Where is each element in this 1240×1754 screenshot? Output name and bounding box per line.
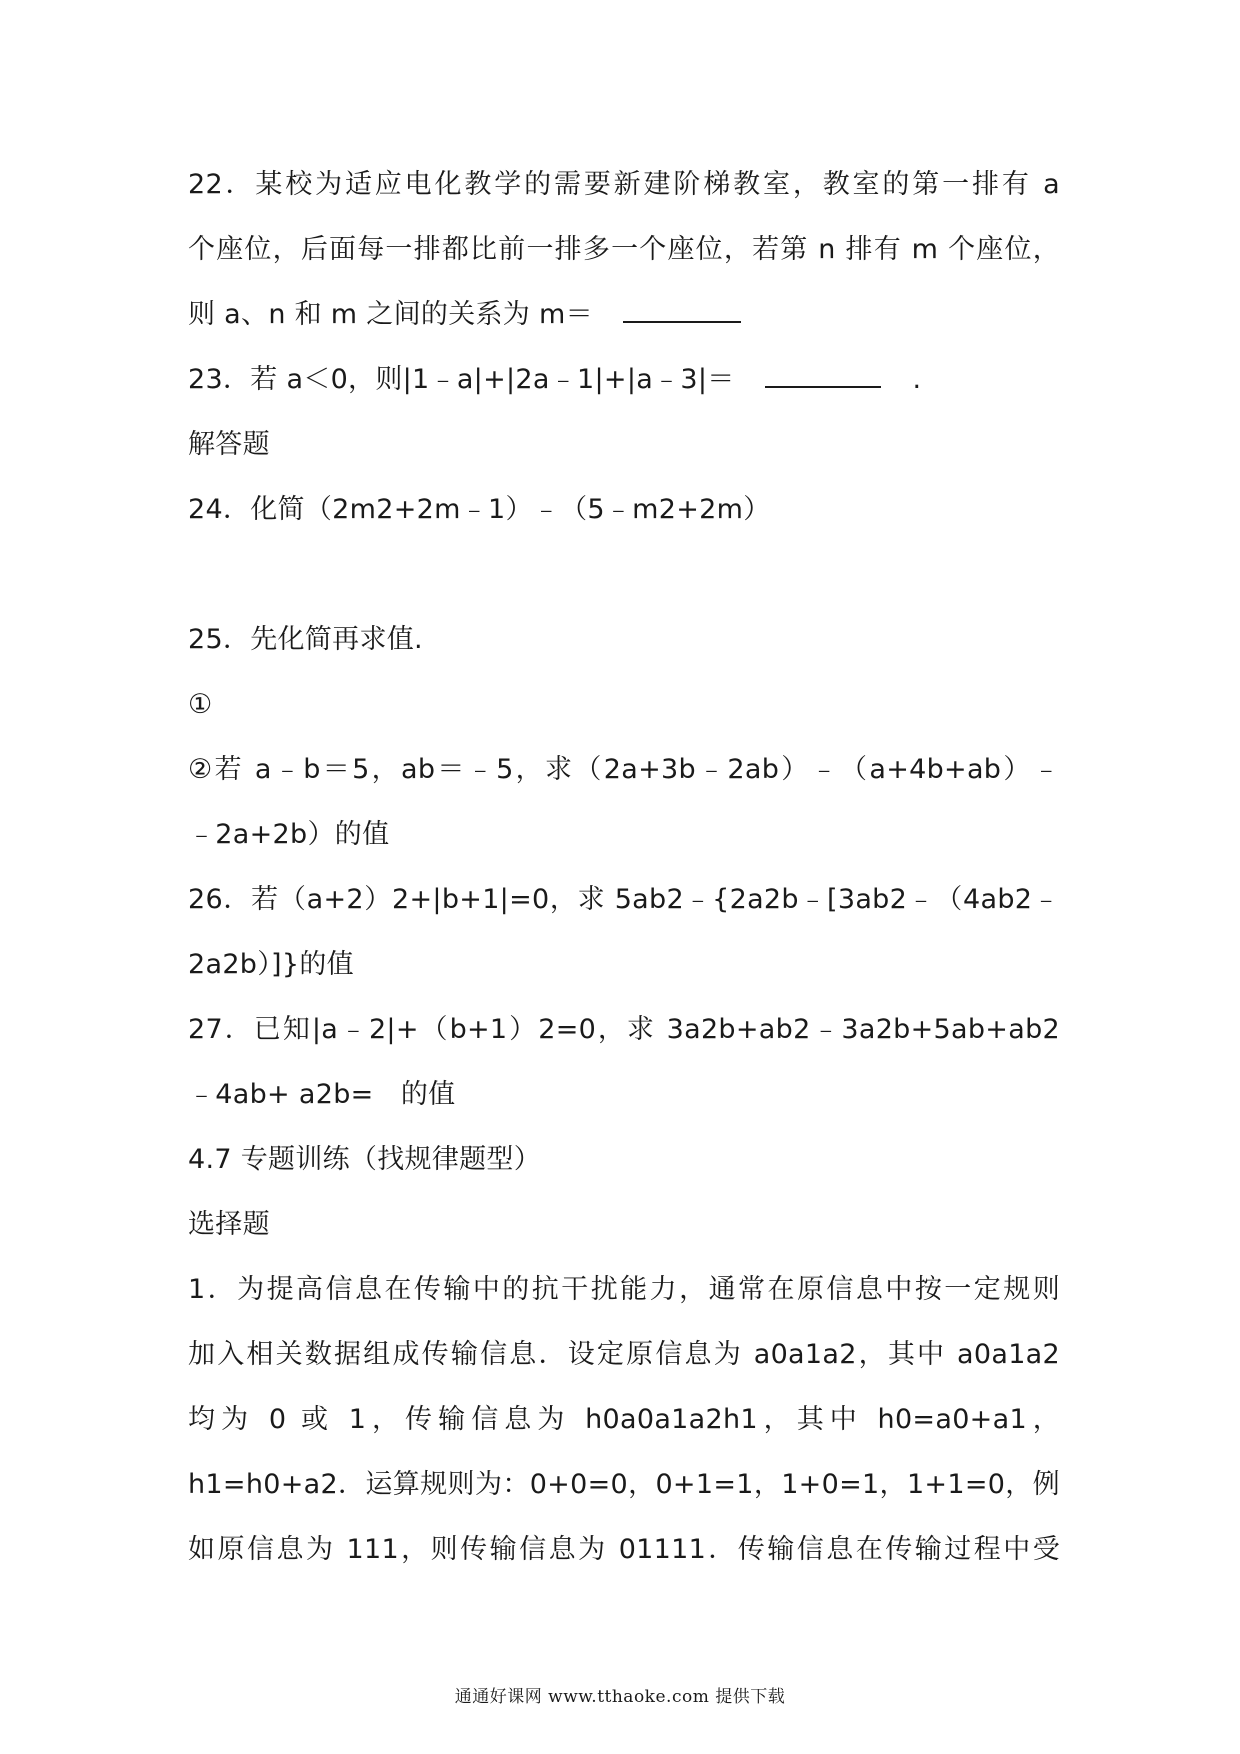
question-1-line-5: 如原信息为 111，则传输信息为 01111．传输信息在传输过程中受 <box>188 1534 1060 1565</box>
question-25-item-1: ① <box>188 689 213 720</box>
question-25-item-2-line-2: ﹣2a+2b）的值 <box>188 819 390 850</box>
question-23-text: 23．若 a＜0，则|1﹣a|+|2a﹣1|+|a﹣3|＝ <box>188 364 735 395</box>
document-page <box>188 152 1060 1582</box>
question-26-line-2: 2a2b）]}的值 <box>188 949 354 980</box>
question-1-line-1: 1．为提高信息在传输中的抗干扰能力，通常在原信息中按一定规则 <box>188 1274 1060 1305</box>
section-title: 4.7 专题训练（找规律题型） <box>188 1144 542 1175</box>
question-27-line-2: ﹣4ab+ a2b= 的值 <box>188 1079 456 1110</box>
question-22-line-3 <box>188 282 1060 347</box>
section-heading-choice: 选择题 <box>188 1209 270 1240</box>
question-26-line-1: 26．若（a+2）2+|b+1|=0，求 5ab2﹣{2a2b﹣[3ab2﹣（4ab2﹣ <box>188 884 1060 915</box>
question-25: 25．先化简再求值. <box>188 624 423 655</box>
section-heading-answer: 解答题 <box>188 429 270 460</box>
question-24: 24．化简（2m2+2m﹣1）﹣（5﹣m2+2m） <box>188 494 771 525</box>
question-23-period: . <box>912 364 922 395</box>
question-22-text: 则 a、n 和 m 之间的关系为 m＝ <box>188 299 593 330</box>
question-1-line-3: 均为 0 或 1，传输信息为 h0a0a1a2h1，其中 h0=a0+a1， <box>188 1404 1060 1435</box>
question-23 <box>188 347 1060 412</box>
answer-blank-23 <box>765 360 881 388</box>
blank-space <box>188 542 1060 607</box>
answer-blank-22 <box>623 295 741 323</box>
question-1-line-4: h1=h0+a2．运算规则为：0+0=0，0+1=1，1+0=1，1+1=0，例 <box>188 1469 1060 1500</box>
question-1-line-2: 加入相关数据组成传输信息．设定原信息为 a0a1a2，其中 a0a1a2 <box>188 1339 1060 1370</box>
question-27-line-1: 27．已知|a﹣2|+（b+1）2=0，求 3a2b+ab2﹣3a2b+5ab+ab2 <box>188 1014 1060 1045</box>
question-22-line-1: 22．某校为适应电化教学的需要新建阶梯教室，教室的第一排有 a <box>188 169 1060 200</box>
question-25-item-2-line-1: ②若 a﹣b＝5，ab＝﹣5，求（2a+3b﹣2ab）﹣（a+4b+ab）﹣ <box>188 754 1060 785</box>
page-footer: 通通好课网 www.tthaoke.com 提供下载 <box>454 1687 786 1707</box>
question-22-line-2: 个座位，后面每一排都比前一排多一个座位，若第 n 排有 m 个座位， <box>188 234 1060 265</box>
